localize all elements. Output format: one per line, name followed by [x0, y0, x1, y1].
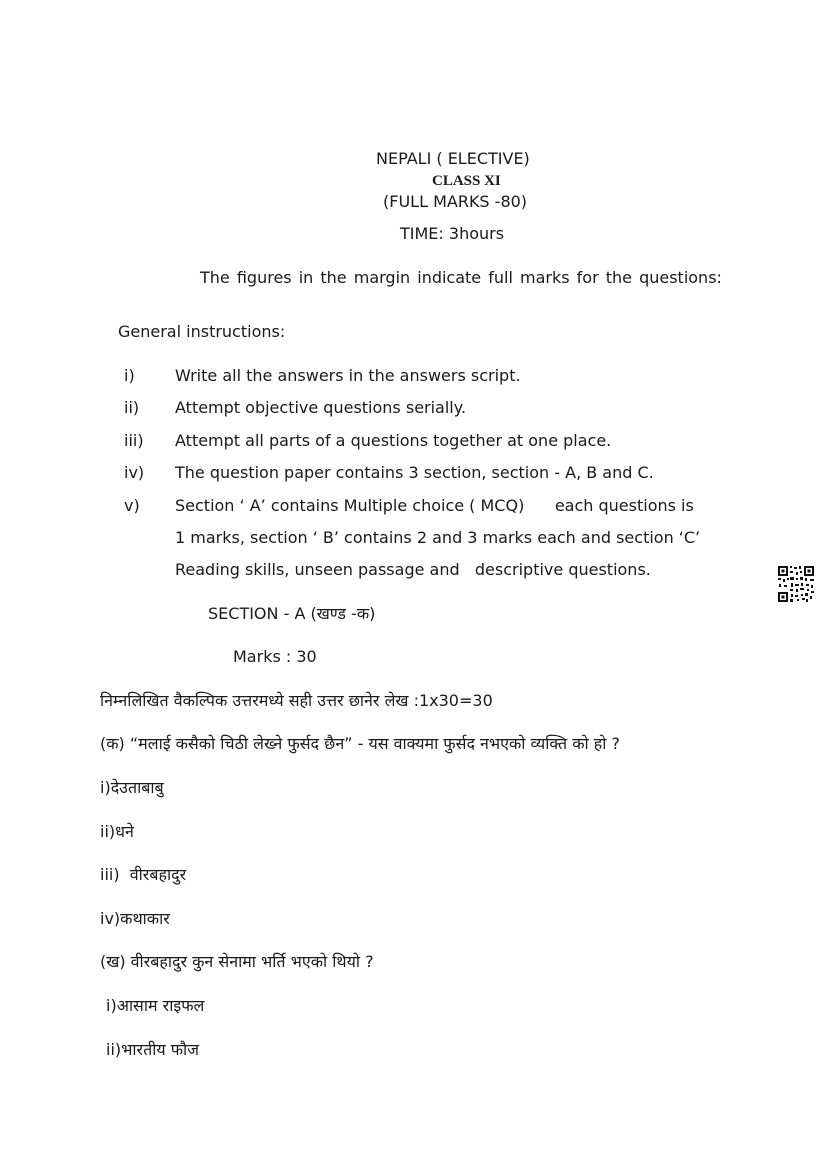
question-text: (क) “मलाई कसैको चिठी लेख्ने फुर्सद छैन” - यस वाक्यमा फुर्सद नभएको व्यक्ति को हो ? [100, 734, 620, 753]
full-marks: (FULL MARKS -80) [383, 192, 528, 211]
instruction-text: Attempt all parts of a questions together at one place. [175, 431, 612, 450]
instruction-number: iii) [124, 431, 144, 450]
section-marks: Marks : 30 [233, 647, 317, 666]
instruction-text: The question paper contains 3 section, section - A, B and C. [175, 463, 654, 482]
instruction-text: 1 marks, section ‘ B’ contains 2 and 3 marks each and section ‘C’ [175, 528, 701, 547]
question-instruction: निम्नलिखित वैकल्पिक उत्तरमध्ये सही उत्तर छानेर लेख :1x30=30 [100, 691, 493, 710]
answer-option: iii) वीरबहादुर [100, 865, 187, 884]
instruction-number: ii) [124, 398, 140, 417]
answer-option: i)आसाम राइफल [106, 996, 205, 1015]
answer-option: iv)कथाकार [100, 909, 170, 928]
instruction-text: Attempt objective questions serially. [175, 398, 467, 417]
answer-option: ii)धने [100, 822, 134, 841]
answer-option: i)देउताबाबु [100, 778, 164, 797]
exam-class: CLASS XI [432, 173, 501, 189]
instruction-text: Section ‘ A’ contains Multiple choice ( MCQ) each questions is [175, 496, 694, 515]
question-text: (ख) वीरबहादुर कुन सेनामा भर्ति भएको थियो ? [100, 952, 374, 971]
instruction-text: Reading skills, unseen passage and descriptive questions. [175, 560, 651, 579]
instructions-heading: General instructions: [118, 322, 286, 341]
exam-time: TIME: 3hours [400, 224, 505, 243]
marks-note: The figures in the margin indicate full marks for the questions: [200, 268, 722, 287]
section-title: SECTION - A (खण्ड -क) [208, 604, 376, 623]
instruction-text: Write all the answers in the answers script. [175, 366, 521, 385]
exam-subject: NEPALI ( ELECTIVE) [376, 149, 530, 168]
instruction-number: v) [124, 496, 140, 515]
instruction-number: i) [124, 366, 135, 385]
instruction-number: iv) [124, 463, 145, 482]
answer-option: ii)भारतीय फौज [106, 1040, 200, 1059]
qr-code-icon [777, 565, 815, 603]
